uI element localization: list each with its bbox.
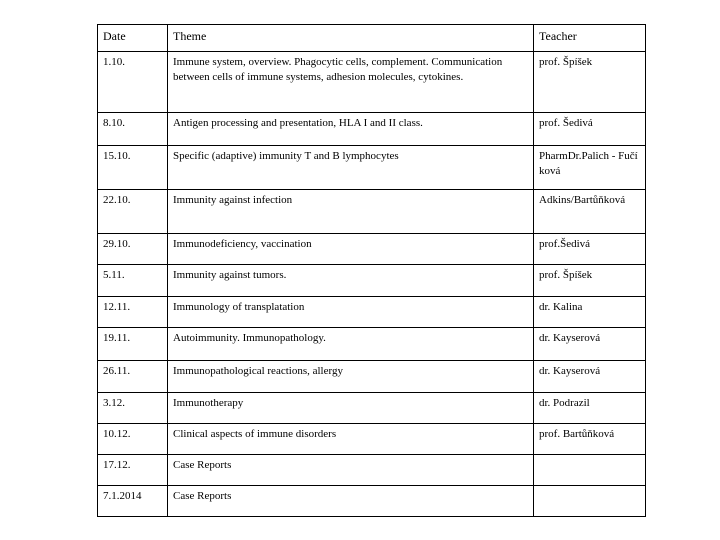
date-cell: 7.1.2014 (98, 486, 168, 517)
teacher-cell: dr. Podrazil (534, 393, 646, 424)
theme-cell: Case Reports (168, 455, 534, 486)
teacher-cell: dr. Kayserová (534, 361, 646, 393)
teacher-cell: Adkins/Bartůňková (534, 190, 646, 234)
header-teacher: Teacher (534, 25, 646, 52)
theme-cell: Immunity against infection (168, 190, 534, 234)
teacher-cell: dr. Kayserová (534, 328, 646, 361)
teacher-cell (534, 486, 646, 517)
theme-cell: Immunodeficiency, vaccination (168, 234, 534, 265)
theme-cell: Immunopathological reactions, allergy (168, 361, 534, 393)
theme-cell: Antigen processing and presentation, HLA I and II class. (168, 113, 534, 146)
table-row (98, 328, 646, 361)
teacher-cell: dr. Kalina (534, 297, 646, 328)
teacher-cell: PharmDr.Palich - Fučíková (534, 146, 646, 190)
theme-cell: Autoimmunity. Immunopathology. (168, 328, 534, 361)
teacher-cell: prof. Šedivá (534, 113, 646, 146)
teacher-cell: prof.Šedivá (534, 234, 646, 265)
date-cell: 19.11. (98, 328, 168, 361)
theme-cell: Specific (adaptive) immunity T and B lymphocytes (168, 146, 534, 190)
date-cell: 15.10. (98, 146, 168, 190)
date-cell: 22.10. (98, 190, 168, 234)
date-cell: 26.11. (98, 361, 168, 393)
theme-cell: Immunity against tumors. (168, 265, 534, 297)
date-cell: 12.11. (98, 297, 168, 328)
header-theme: Theme (168, 25, 534, 52)
table-row (98, 52, 646, 113)
table-row (98, 113, 646, 146)
date-cell: 17.12. (98, 455, 168, 486)
teacher-cell: prof. Špíšek (534, 52, 646, 113)
table-row (98, 146, 646, 190)
table-row (98, 297, 646, 328)
table-row (98, 234, 646, 265)
date-cell: 29.10. (98, 234, 168, 265)
table-row (98, 265, 646, 297)
date-cell: 1.10. (98, 52, 168, 113)
date-cell: 10.12. (98, 424, 168, 455)
theme-cell: Immune system, overview. Phagocytic cells, complement. Communication between cells of immune systems, adhesion molecules, cytokines. (168, 52, 534, 113)
date-cell: 3.12. (98, 393, 168, 424)
teacher-cell (534, 455, 646, 486)
theme-cell: Clinical aspects of immune disorders (168, 424, 534, 455)
header-row (98, 25, 646, 52)
theme-cell: Immunology of transplatation (168, 297, 534, 328)
teacher-cell: prof. Špíšek (534, 265, 646, 297)
table-row (98, 361, 646, 393)
table-row (98, 455, 646, 486)
date-cell: 5.11. (98, 265, 168, 297)
table-row (98, 486, 646, 517)
table-row (98, 393, 646, 424)
theme-cell: Immunotherapy (168, 393, 534, 424)
table-row (98, 424, 646, 455)
schedule-table (97, 24, 646, 517)
header-date: Date (98, 25, 168, 52)
teacher-cell: prof. Bartůňková (534, 424, 646, 455)
theme-cell: Case Reports (168, 486, 534, 517)
table-row (98, 190, 646, 234)
date-cell: 8.10. (98, 113, 168, 146)
